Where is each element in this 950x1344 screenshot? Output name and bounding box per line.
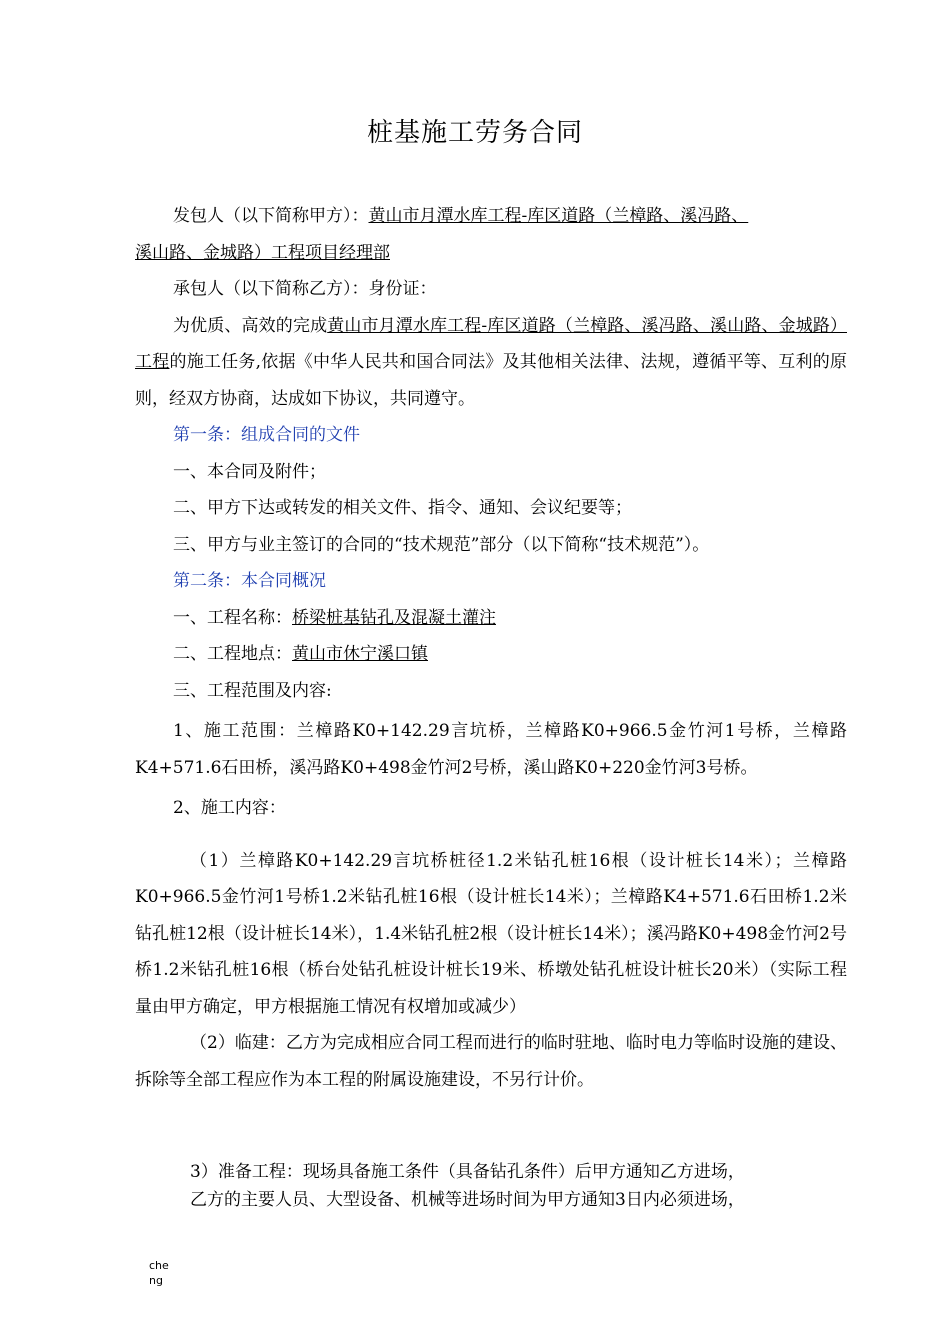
project-name: 桥梁桩基钻孔及混凝土灌注 <box>292 607 496 628</box>
document-title: 桩基施工劳务合同 <box>366 118 583 148</box>
project-location-line <box>135 636 847 673</box>
content-item-2: （2）临建：乙方为完成相应合同工程而进行的临时驻地、临时电力等临时设施的建设、拆除等全部工程应作为本工程的附属设施建设，不另行计价。 <box>135 1033 847 1090</box>
page-footer <box>149 1258 169 1288</box>
article1-heading: 第一条：组成合同的文件 <box>173 425 360 445</box>
intro-suffix: 的施工任务,依据《中华人民共和国合同法》及其他相关法律、法规，遵循平等、互利的原则，经双方协商，达成如下协议，共同遵守。 <box>135 352 847 409</box>
document-body <box>135 198 847 1098</box>
scope-content-label: 2、施工内容： <box>173 798 286 818</box>
project-location-label: 二、工程地点： <box>173 644 292 664</box>
footer-line-1: che <box>149 1259 169 1272</box>
project-name-line <box>135 600 847 637</box>
scope-heading: 三、工程范围及内容: <box>173 680 332 701</box>
contractor-label: 发包人（以下简称甲方）： <box>173 206 369 226</box>
article1-item-2: 二、甲方下达或转发的相关文件、指令、通知、会议纪要等； <box>173 498 632 518</box>
content-item-3-line-1: 3）准备工程：现场具备施工条件（具备钻孔条件）后甲方通知乙方进场， <box>190 1162 745 1182</box>
contractor-paragraph <box>135 198 847 271</box>
contractor-name-2: 溪山路、金城路）工程项目经理部 <box>135 242 390 263</box>
article1-item-3: 三、甲方与业主签订的合同的“技术规范”部分（以下简称“技术规范”）。 <box>173 534 710 555</box>
content-item-1: （1）兰樟路K0+142.29言坑桥桩径1.2米钻孔桩16根（设计桩长14米）；兰樟路K0+966.5金竹河1号桥1.2米钻孔桩16根（设计桩长14米）；兰樟路K4+571.6石田桥1.2米钻孔桩12根（设计桩长14米），1.4米钻孔桩2根（设计桩长14米）；溪冯路K0+498金竹河2号桥1.2米钻孔桩16根（桥台处钻孔桩设计桩长19米、桥墩处钻孔桩设计桩长20米）（实际工程量由甲方确定，甲方根据施工情况有权增加或减少） <box>135 850 847 1017</box>
project-location: 黄山市休宁溪口镇 <box>292 644 428 664</box>
footer-line-2: ng <box>149 1274 163 1287</box>
subcontractor-paragraph: 承包人（以下简称乙方）：身份证： <box>173 279 437 299</box>
project-name-label: 一、工程名称： <box>173 607 292 628</box>
content-item-3-line-2: 乙方的主要人员、大型设备、机械等进场时间为甲方通知3日内必须进场， <box>190 1190 745 1210</box>
contractor-name-1: 黄山市月潭水库工程-库区道路（兰樟路、溪冯路、 <box>368 206 749 226</box>
intro-paragraph <box>135 308 847 418</box>
scope-range: 1、施工范围：兰樟路K0+142.29言坑桥，兰樟路K0+966.5金竹河1号桥，兰樟路K4+571.6石田桥，溪冯路K0+498金竹河2号桥，溪山路K0+220金竹河3号桥。 <box>135 721 847 778</box>
intro-prefix: 为优质、高效的完成 <box>173 315 328 336</box>
intro-project: 黄山市月潭水库工程-库区道路（兰樟路、溪冯路、溪山路、金城路）工程 <box>135 315 847 372</box>
article1-item-1: 一、本合同及附件； <box>173 461 326 482</box>
content-item-3 <box>190 1158 830 1214</box>
article2-heading: 第二条：本合同概况 <box>173 571 326 591</box>
